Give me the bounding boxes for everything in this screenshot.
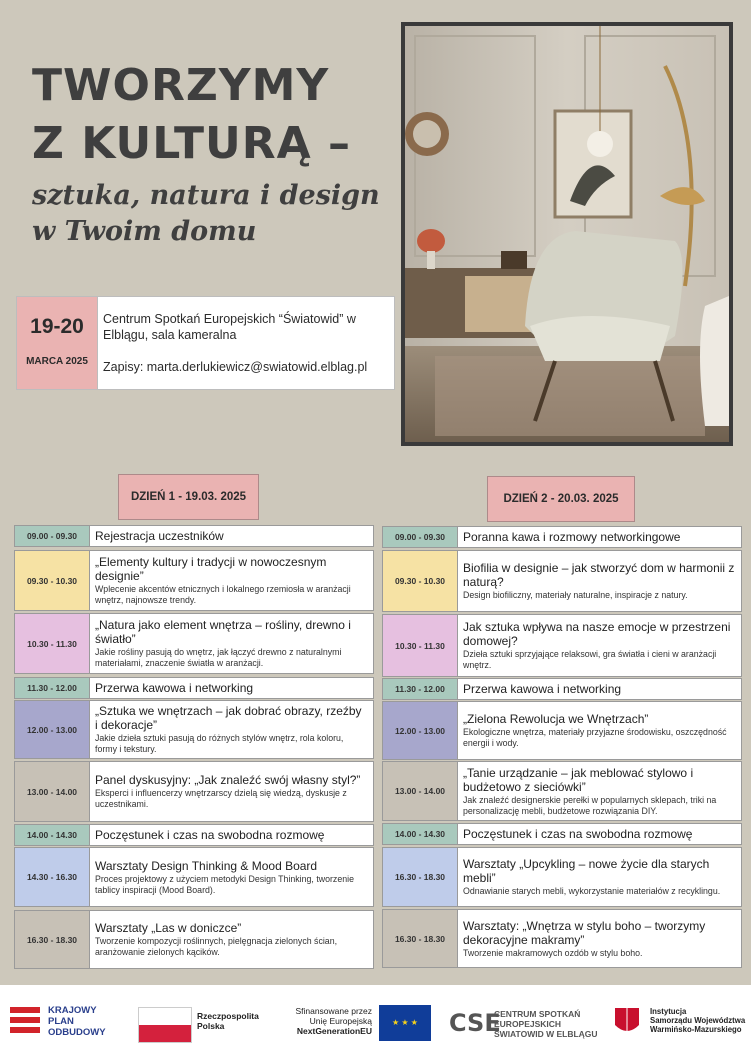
session-description: Jakie rośliny pasują do wnętrz, jak łączyć drewno z naturalnymi materiałami, znaczenie światła w aranżacji. [95,647,342,668]
schedule-row [14,550,374,611]
session-content [95,762,367,821]
session-time: 14.30 - 16.30 [15,848,90,906]
schedule-row [14,847,374,907]
venue-text: Centrum Spotkań Europejskich “Światowid” w Elblągu, sala kameralna [103,312,356,342]
session-title: Warsztaty Design Thinking & Mood Board [95,858,318,873]
session-time: 10.30 - 11.30 [383,615,458,676]
event-month: MARCA 2025 [26,356,88,367]
kpo-logo-icon [10,1005,44,1039]
session-content [95,614,367,673]
kpo-line2: PLAN [48,1016,74,1027]
eu-flag-icon: ★ ★ ★ [379,1005,431,1041]
eu-line1: Sfinansowane przez [295,1006,372,1016]
event-days: 19-20 [30,315,84,338]
session-title: Poczęstunek i czas na swobodna rozmowę [463,827,693,841]
schedule-row [14,525,374,547]
session-description: Dzieła sztuki sprzyjające relaksowi, gra światła i cieni w aranżacji wnętrz. [463,649,717,670]
session-content [463,848,735,906]
schedule-row [382,678,742,700]
session-content [95,701,367,758]
session-title: Warsztaty „Upcykling – nowe życie dla starych mebli” [463,857,710,885]
session-time: 16.30 - 18.30 [383,910,458,967]
session-content [463,551,735,611]
schedule-row [14,761,374,822]
session-content [463,527,735,547]
schedule-row [14,824,374,846]
session-content [95,911,367,968]
event-info-box [16,296,395,390]
schedule-row [382,761,742,821]
kpo-line1: KRAJOWY [48,1005,97,1016]
session-time: 10.30 - 11.30 [15,614,90,673]
session-content [463,615,735,676]
session-description: Wplecenie akcentów etnicznych i lokalnego rzemiosła w aranżacji wnętrz, najnowsze trendy. [95,584,351,605]
session-time: 11.30 - 12.00 [383,679,458,699]
schedule-row [382,701,742,760]
session-content [95,678,367,698]
day2-header: DZIEŃ 2 - 20.03. 2025 [487,476,635,522]
session-title: Przerwa kawowa i networking [463,682,622,696]
session-title: Jak sztuka wpływa na nasze emocje w przestrzeni domowej? [463,620,731,648]
title-line-2: Z KULTURĄ – [32,118,352,169]
eu-line3: NextGenerationEU [296,1026,372,1036]
session-time: 09.30 - 10.30 [15,551,90,610]
session-content [463,679,735,699]
session-description: Tworzenie makramowych ozdób w stylu boho. [463,947,643,958]
session-content [463,910,735,967]
session-title: Poranna kawa i rozmowy networkingowe [463,530,681,544]
session-title: „Tanie urządzanie – jak meblować stylowo i budżetowo z sieciówki” [463,765,694,794]
rp-line2: Polska [197,1021,225,1031]
session-description: Eksperci i influencerzy wnętrzarscy dzielą się wiedzą, dyskusje z uczestnikami. [95,788,347,809]
session-time: 16.30 - 18.30 [15,911,90,968]
inst-line3: Warmińsko-Mazurskiego [650,1025,742,1034]
session-title: Warsztaty: „Wnętrza w stylu boho – tworzymy dekoracyjne makramy” [463,918,706,947]
session-time: 09.00 - 09.30 [15,526,90,546]
cse-logo-icon [449,1007,501,1037]
session-description: Proces projektowy z użyciem metodyki Design Thinking, tworzenie tablicy inspiracji (Mood Board). [95,873,354,895]
session-content [463,702,735,759]
session-content [95,825,367,845]
cse-line2: EUROPEJSKICH [494,1019,562,1029]
date-cell [17,297,98,389]
schedule-row [382,909,742,968]
session-title: Warsztaty „Las w doniczce” [95,921,242,935]
polish-flag-icon [138,1007,192,1043]
session-time: 11.30 - 12.00 [15,678,90,698]
session-time: 09.30 - 10.30 [383,551,458,611]
session-description: Odnawianie starych mebli, wykorzystanie materiałów z recyklingu. [463,886,721,896]
session-time: 12.00 - 13.00 [383,702,458,759]
title-line-1: TWORZYMY [32,60,330,111]
session-content [463,762,735,820]
schedule-row [382,823,742,845]
session-time: 16.30 - 18.30 [383,848,458,906]
session-time: 12.00 - 13.00 [15,701,90,758]
session-title: „Zielona Rewolucja we Wnętrzach” [463,712,649,726]
session-time: 13.00 - 14.00 [15,762,90,821]
armchair-illustration [405,26,729,442]
session-time: 13.00 - 14.00 [383,762,458,820]
session-description: Jakie dzieła sztuki pasują do różnych stylów wnętrz, rola koloru, formy i tekstury. [95,733,344,754]
session-description: Design biofiliczny, materiały naturalne, inspiracje z natury. [463,590,688,600]
inst-line1: Instytucja [650,1007,687,1016]
kpo-line3: ODBUDOWY [48,1027,106,1038]
session-description: Jak znaleźć designerskie perełki w popularnych sklepach, triki na personalizację mebli, budżetowe rozwiązania DIY. [463,794,717,816]
session-title: Przerwa kawowa i networking [95,681,254,695]
session-content [95,848,367,906]
schedule-row [382,526,742,548]
cse-line3: ŚWIATOWID W ELBLĄGU [494,1029,598,1039]
schedule-row [14,613,374,674]
interior-photo [401,22,733,446]
schedule-row [14,910,374,969]
day1-header: DZIEŃ 1 - 19.03. 2025 [118,474,259,520]
signup-email[interactable]: Zapisy: marta.derlukiewicz@swiatowid.elblag.pl [103,360,368,374]
session-description: Tworzenie kompozycji roślinnych, pielęgnacja zielonych ścian, aranżowanie zielonych kącików. [95,936,338,957]
schedule-row [382,550,742,612]
session-title: Poczęstunek i czas na swobodna rozmowę [95,828,325,842]
schedule-row [14,700,374,759]
session-content [463,824,735,844]
session-title: Rejestracja uczestników [95,529,224,543]
session-time: 14.00 - 14.30 [383,824,458,844]
schedule-row [382,614,742,677]
eu-line2: Unię Europejską [309,1016,372,1026]
session-time: 09.00 - 09.30 [383,527,458,547]
cse-line1: CENTRUM SPOTKAŃ [494,1009,581,1019]
session-title: „Elementy kultury i tradycji w nowoczesnym designie” [95,555,327,583]
svg-text:CSE: CSE [449,1009,501,1037]
session-title: Panel dyskusyjny: „Jak znaleźć swój własny styl?” [95,773,361,787]
session-content [95,526,367,546]
coat-of-arms-icon [614,1007,640,1037]
session-description: Ekologiczne wnętrza, materiały przyjazne środowisku, oszczędność energii i wody. [463,727,727,748]
subtitle: sztuka, natura i design w Twoim domu [32,180,380,247]
schedule-row [14,677,374,699]
footer-logos [0,985,751,1060]
session-title: „Sztuka we wnętrzach – jak dobrać obrazy, rzeźby i dekoracje” [95,704,362,732]
session-time: 14.00 - 14.30 [15,825,90,845]
session-content [95,551,367,610]
inst-line2: Samorządu Województwa [650,1016,746,1025]
session-title: „Natura jako element wnętrza – rośliny, drewno i światło” [95,618,351,646]
rp-line1: Rzeczpospolita [197,1011,259,1021]
session-title: Biofilia w designie – jak stworzyć dom w harmonii z naturą? [463,561,735,589]
schedule-row [382,847,742,907]
